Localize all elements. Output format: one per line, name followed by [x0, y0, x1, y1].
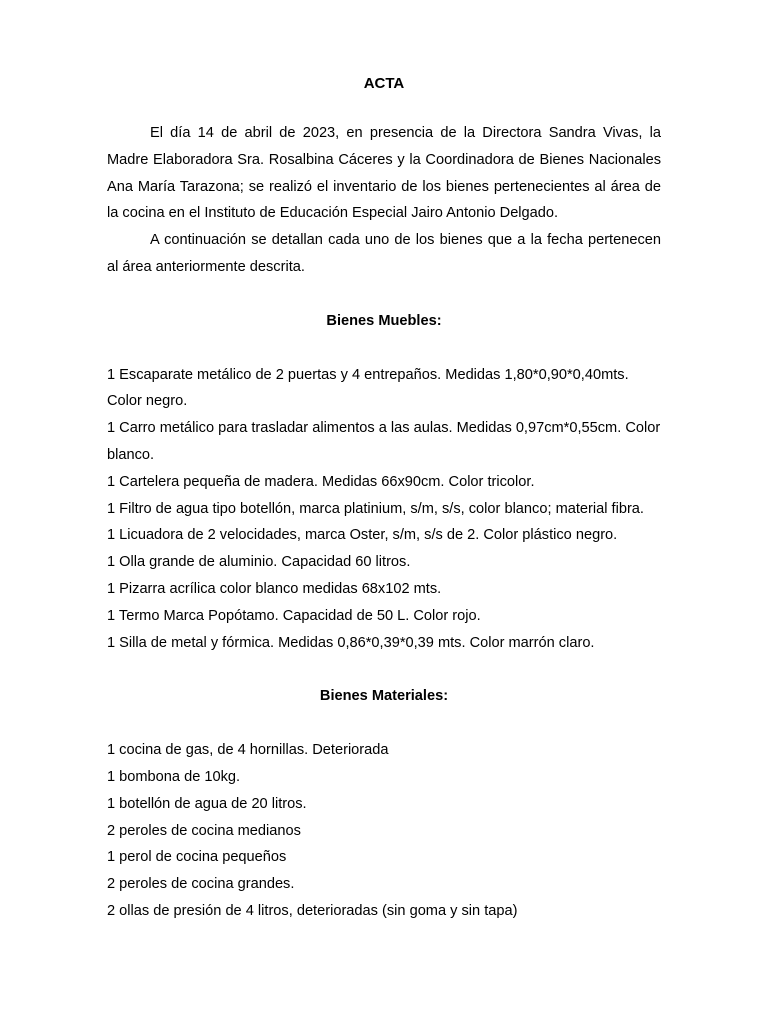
list-item: 1 Pizarra acrílica color blanco medidas 68x102 mts.: [107, 580, 442, 597]
list-item: 1 Carro metálico para trasladar alimentos a las aulas. Medidas 0,97cm*0,55cm. Color blanco.: [107, 420, 661, 463]
list-item: 1 perol de cocina pequeños: [107, 849, 287, 866]
list-item: 2 peroles de cocina grandes.: [107, 876, 295, 893]
document-title: ACTA: [363, 75, 405, 92]
list-item: 1 Escaparate metálico de 2 puertas y 4 entrepaños. Medidas 1,80*0,90*0,40mts. Color negro.: [107, 366, 629, 410]
list-item: 1 Silla de metal y fórmica. Medidas 0,86*0,39*0,39 mts. Color marrón claro.: [107, 634, 595, 651]
list-item: 1 botellón de agua de 20 litros.: [107, 795, 307, 812]
bienes-materiales-heading: Bienes Materiales:: [319, 688, 449, 705]
intro-paragraph: El día 14 de abril de 2023, en presencia de la Directora Sandra Vivas, la Madre Elaboradora Sra. Rosalbina Cáceres y la Coordinadora de Bienes Nacionales Ana María Tarazona; se realizó el inventario de los bienes pertenecientes al área de la cocina en el Instituto de Educación Especial Jairo Antonio Delgado.: [107, 125, 661, 222]
list-item: 1 Olla grande de aluminio. Capacidad 60 litros.: [107, 554, 411, 571]
bienes-muebles-heading: Bienes Muebles:: [326, 312, 442, 329]
bienes-muebles-list: [107, 362, 661, 657]
list-item: 1 bombona de 10kg.: [107, 768, 241, 785]
continuation-paragraph: A continuación se detallan cada uno de los bienes que a la fecha pertenecen al área anteriormente descrita.: [107, 232, 661, 275]
bienes-materiales-list: [107, 737, 661, 925]
list-item: 2 ollas de presión de 4 litros, deterioradas (sin goma y sin tapa): [107, 902, 518, 919]
list-item: 1 Termo Marca Popótamo. Capacidad de 50 L. Color rojo.: [107, 607, 481, 624]
list-item: 2 peroles de cocina medianos: [107, 822, 301, 839]
list-item: 1 Licuadora de 2 velocidades, marca Oster, s/m, s/s de 2. Color plástico negro.: [107, 527, 618, 544]
list-item: 1 cocina de gas, de 4 hornillas. Deteriorada: [107, 742, 389, 759]
list-item: 1 Cartelera pequeña de madera. Medidas 66x90cm. Color tricolor.: [107, 473, 535, 490]
list-item: 1 Filtro de agua tipo botellón, marca platinium, s/m, s/s, color blanco; material fibra.: [107, 500, 644, 517]
document-body: [107, 72, 661, 925]
